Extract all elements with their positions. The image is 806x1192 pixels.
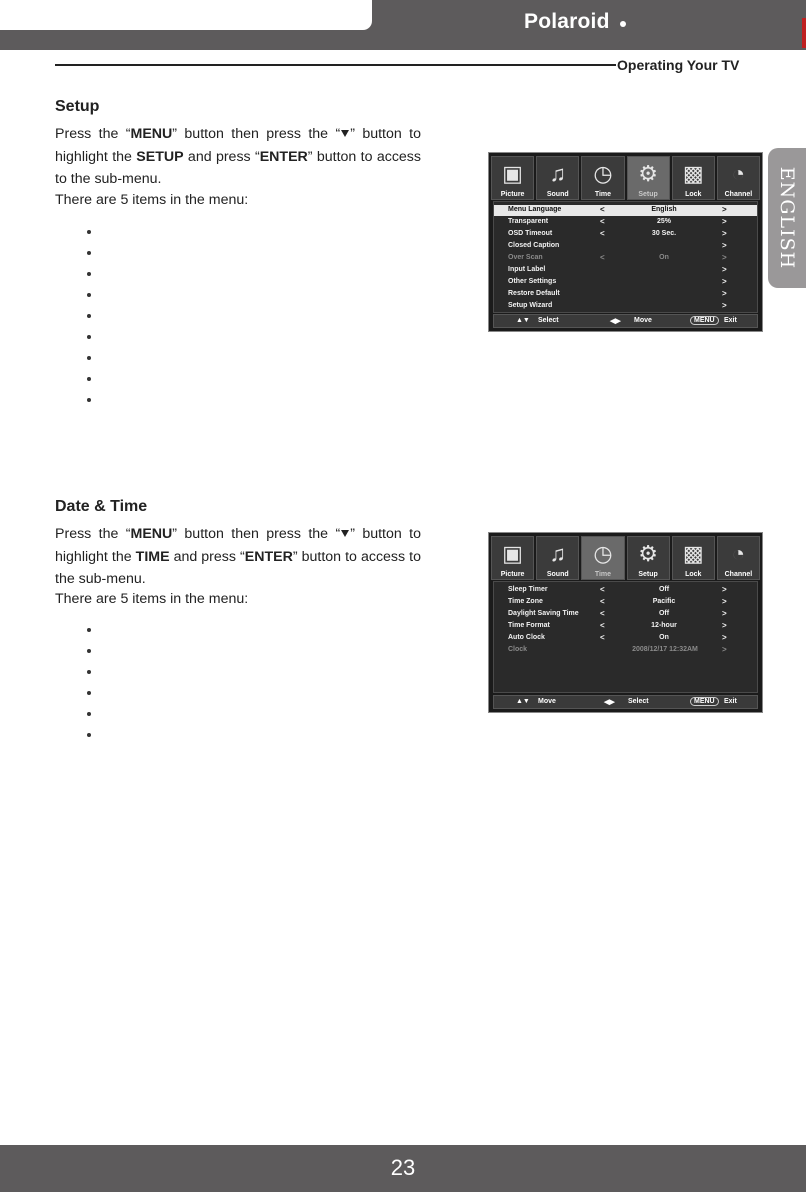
- clock-icon: ◷: [593, 161, 613, 186]
- top-header-bar: [0, 0, 806, 50]
- leftright-keys-icon: ◀▶: [604, 699, 615, 706]
- table-row: Daylight Saving Time < Off >: [508, 609, 727, 618]
- tv-footer-bar: ▲▼ Select ◀▶ Move MENU Exit: [493, 314, 758, 328]
- camera-icon: ▣: [502, 541, 523, 566]
- bottom-footer-bar: [0, 1145, 806, 1192]
- tv-tab-bar: [491, 156, 760, 200]
- leftright-keys-icon: ◀▶: [610, 318, 621, 325]
- table-row: Other Settings >: [508, 277, 727, 286]
- menu-key-icon: MENU: [690, 316, 719, 325]
- brand-dot-icon: [620, 21, 626, 27]
- tv-footer-bar: ▲▼ Move ◀▶ Select MENU Exit: [493, 695, 758, 709]
- lock-icon: ▩: [682, 161, 704, 186]
- language-label: ENGLISH: [776, 166, 798, 270]
- table-row: Restore Default >: [508, 289, 727, 298]
- speaker-icon: ♫: [549, 161, 566, 186]
- table-row: Transparent < 25% >: [508, 217, 727, 226]
- datetime-heading: Date & Time: [55, 498, 148, 515]
- table-row: Menu Language < English >: [494, 205, 757, 216]
- datetime-instructions: Press the “MENU” button then press the “ ” button to highlight the TIME and press “ENTER” button to access to the sub-menu.: [55, 526, 421, 588]
- table-row: Setup Wizard >: [508, 301, 727, 310]
- down-arrow-icon: [341, 530, 349, 537]
- menu-key-icon: MENU: [690, 697, 719, 706]
- tab-time: ◷ Time: [581, 536, 624, 580]
- datetime-item-count: There are 5 items in the menu:: [55, 591, 249, 607]
- section-title: Operating Your TV: [617, 57, 740, 73]
- tab-setup: ⚙ Setup: [627, 156, 670, 200]
- gear-icon: ⚙: [638, 541, 658, 566]
- camera-icon: ▣: [502, 161, 523, 186]
- table-row: Auto Clock < On >: [508, 633, 727, 642]
- brand-logo: Polaroid: [524, 10, 610, 33]
- setup-heading: Setup: [55, 98, 100, 115]
- tab-setup: ⚙ Setup: [627, 536, 670, 580]
- tab-channel: ◔ Channel: [717, 156, 760, 200]
- table-row: Clock 2008/12/17 12:32AM >: [508, 645, 727, 654]
- red-edge-mark: [802, 18, 806, 48]
- table-row: OSD Timeout < 30 Sec. >: [508, 229, 727, 238]
- gear-icon: ⚙: [638, 161, 658, 186]
- tab-sound: ♫ Sound: [536, 156, 579, 200]
- tv-tab-bar: [491, 536, 760, 580]
- down-arrow-icon: [341, 130, 349, 137]
- tab-lock: ▩ Lock: [672, 156, 715, 200]
- table-row: Closed Caption >: [508, 241, 727, 250]
- table-row: Time Format < 12-hour >: [508, 621, 727, 630]
- satellite-dish-icon: ◔: [731, 541, 746, 566]
- lock-icon: ▩: [682, 541, 704, 566]
- tab-channel: ◔ Channel: [717, 536, 760, 580]
- page-number: 23: [390, 1155, 416, 1180]
- tv-menu-list: [493, 201, 758, 313]
- table-row: Over Scan < On >: [508, 253, 727, 262]
- tv-menu-list: [493, 581, 758, 693]
- table-row: Input Label >: [508, 265, 727, 274]
- clock-icon: ◷: [593, 541, 613, 566]
- header-white-tab: [0, 0, 372, 30]
- setup-item-count: There are 5 items in the menu:: [55, 192, 249, 208]
- table-row: Sleep Timer < Off >: [508, 585, 727, 594]
- setup-menu-screenshot: [488, 152, 763, 332]
- tab-picture: ▣ Picture: [491, 156, 534, 200]
- satellite-dish-icon: ◔: [731, 161, 746, 186]
- speaker-icon: ♫: [549, 541, 566, 566]
- language-side-tab: [768, 148, 806, 288]
- setup-instructions: Press the “MENU” button then press the “ ” button to highlight the SETUP and press “ENTER” button to access to the sub-menu.: [55, 126, 421, 188]
- updown-keys-icon: ▲▼: [516, 698, 530, 705]
- header-rule: [55, 64, 616, 66]
- tab-lock: ▩ Lock: [672, 536, 715, 580]
- tab-picture: ▣ Picture: [491, 536, 534, 580]
- tab-time: ◷ Time: [581, 156, 624, 200]
- tab-sound: ♫ Sound: [536, 536, 579, 580]
- time-menu-screenshot: [488, 532, 763, 713]
- updown-keys-icon: ▲▼: [516, 317, 530, 324]
- table-row: Time Zone < Pacific >: [508, 597, 727, 606]
